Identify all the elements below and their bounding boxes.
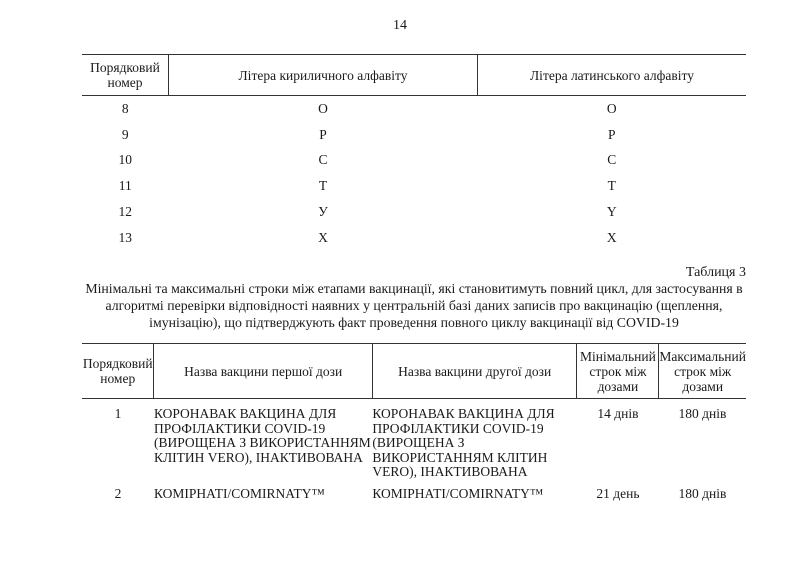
cell-number: 9 xyxy=(121,126,129,142)
cell-min-interval: 21 день xyxy=(596,486,640,501)
cell-number: 11 xyxy=(118,178,132,194)
cell-number: 8 xyxy=(121,100,129,116)
cell-first-dose: КОМІРНАТІ/COMIRNATY™ xyxy=(153,486,325,501)
page-number: 14 xyxy=(393,18,407,33)
table-row xyxy=(82,173,746,199)
vaccination-intervals-table xyxy=(82,343,746,502)
table-header-row xyxy=(82,55,746,96)
table-header-row xyxy=(82,344,746,399)
header-min-interval: Мінімальний строк між дозами xyxy=(577,344,659,399)
table-row xyxy=(82,122,746,148)
cell-cyrillic: Х xyxy=(318,229,328,245)
cell-latin: X xyxy=(606,229,617,245)
header-cyrillic-letter: Літера кириличного алфавіту xyxy=(169,55,478,96)
cell-latin: O xyxy=(606,100,617,116)
cell-cyrillic: Р xyxy=(319,126,327,142)
table-row xyxy=(82,399,746,486)
cell-latin: C xyxy=(607,152,617,168)
cell-second-dose: КОМІРНАТІ/COMIRNATY™ xyxy=(372,486,544,501)
cell-max-interval: 180 днів xyxy=(678,486,727,501)
cell-min-interval: 14 днів xyxy=(597,406,639,421)
cell-number: 13 xyxy=(118,229,132,245)
header-second-dose: Назва вакцини другої дози xyxy=(372,344,577,399)
table-row xyxy=(82,485,746,502)
cell-cyrillic: С xyxy=(318,152,328,168)
cell-number: 10 xyxy=(118,152,132,168)
cell-cyrillic: О xyxy=(318,100,328,116)
cell-cyrillic: У xyxy=(318,204,328,220)
header-latin-letter: Літера латинського алфавіту xyxy=(478,55,747,96)
letters-table xyxy=(82,54,746,251)
cell-cyrillic: Т xyxy=(318,178,328,194)
cell-number: 12 xyxy=(118,204,132,220)
header-max-interval: Максимальний строк між дозами xyxy=(659,344,746,399)
table-row xyxy=(82,225,746,251)
header-first-dose: Назва вакцини першої дози xyxy=(154,344,372,399)
table-label: Таблиця 3 xyxy=(685,265,746,280)
cell-number: 2 xyxy=(114,486,122,501)
table-description: Мінімальні та максимальні строки між етапами вакцинації, які становитимуть повний цикл, для застосування в алгоритмі перевірки відповідності наявних у центральній базі даних записів про вакцинацію (щеплення, імунізацію), що підтверджують факт проведення повного циклу вакцинації від COVID-19 xyxy=(85,281,743,330)
header-order-number: Порядковий номер xyxy=(82,344,154,399)
cell-latin: T xyxy=(607,178,616,194)
cell-latin: Y xyxy=(606,204,617,220)
cell-first-dose: КОРОНАВАК ВАКЦИНА ДЛЯ ПРОФІЛАКТИКИ COVID-19 (ВИРОЩЕНА З ВИКОРИСТАННЯМ КЛІТИН VERO), ІНАКТИВОВАНА xyxy=(153,406,371,465)
cell-max-interval: 180 днів xyxy=(678,406,727,421)
cell-latin: P xyxy=(607,126,616,142)
header-order-number: Порядковий номер xyxy=(82,55,169,96)
table-row xyxy=(82,199,746,225)
cell-second-dose: КОРОНАВАК ВАКЦИНА ДЛЯ ПРОФІЛАКТИКИ COVID-19 (ВИРОЩЕНА З ВИКОРИСТАННЯМ КЛІТИН VERO), ІНАКТИВОВАНА xyxy=(372,406,555,479)
table-row xyxy=(82,96,746,122)
table-row xyxy=(82,148,746,174)
cell-number: 1 xyxy=(114,406,122,421)
